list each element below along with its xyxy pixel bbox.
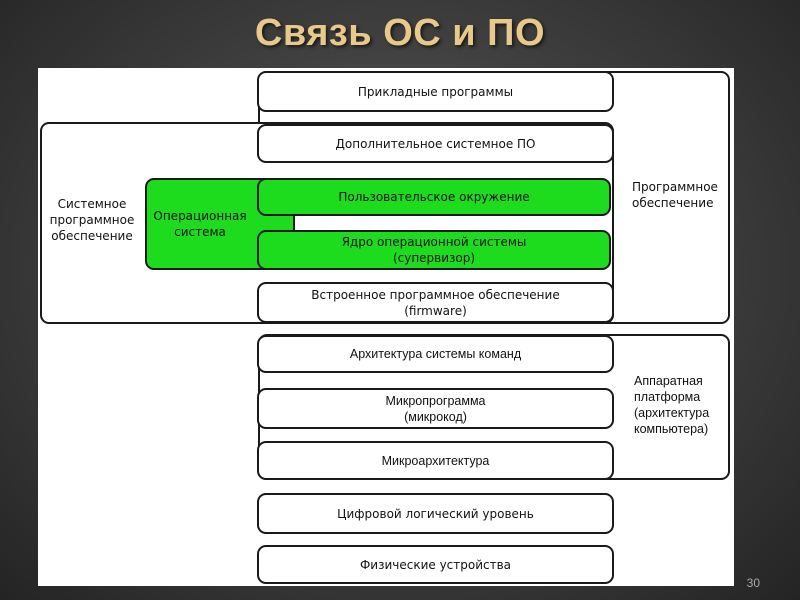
microarchitecture-layer: Микроархитектура	[257, 441, 614, 480]
hardware-label: Аппаратная платформа (архитектура компьютера)	[634, 374, 710, 436]
diagram-panel	[38, 68, 734, 586]
os-kernel-layer: Ядро операционной системы (супервизор)	[257, 230, 611, 270]
system-software-label: Системное программное обеспечение	[49, 197, 135, 243]
isa-layer: Архитектура системы команд	[257, 335, 614, 373]
physical-devices-layer: Физические устройства	[257, 545, 614, 584]
slide-title: Связь ОС и ПО	[254, 12, 546, 54]
applications-layer: Прикладные программы	[257, 71, 614, 112]
additional-system-software-layer: Дополнительное системное ПО	[257, 124, 614, 163]
microprogram-layer: Микропрограмма (микрокод)	[257, 388, 614, 429]
digital-logic-layer: Цифровой логический уровень	[257, 493, 614, 534]
software-label: Программное обеспечение	[632, 180, 718, 210]
page-number: 30	[746, 576, 760, 590]
firmware-layer: Встроенное программное обеспечение (firmware)	[257, 282, 614, 323]
operating-system-label: Операционная система	[153, 209, 247, 239]
user-environment-layer: Пользовательское окружение	[257, 178, 611, 216]
